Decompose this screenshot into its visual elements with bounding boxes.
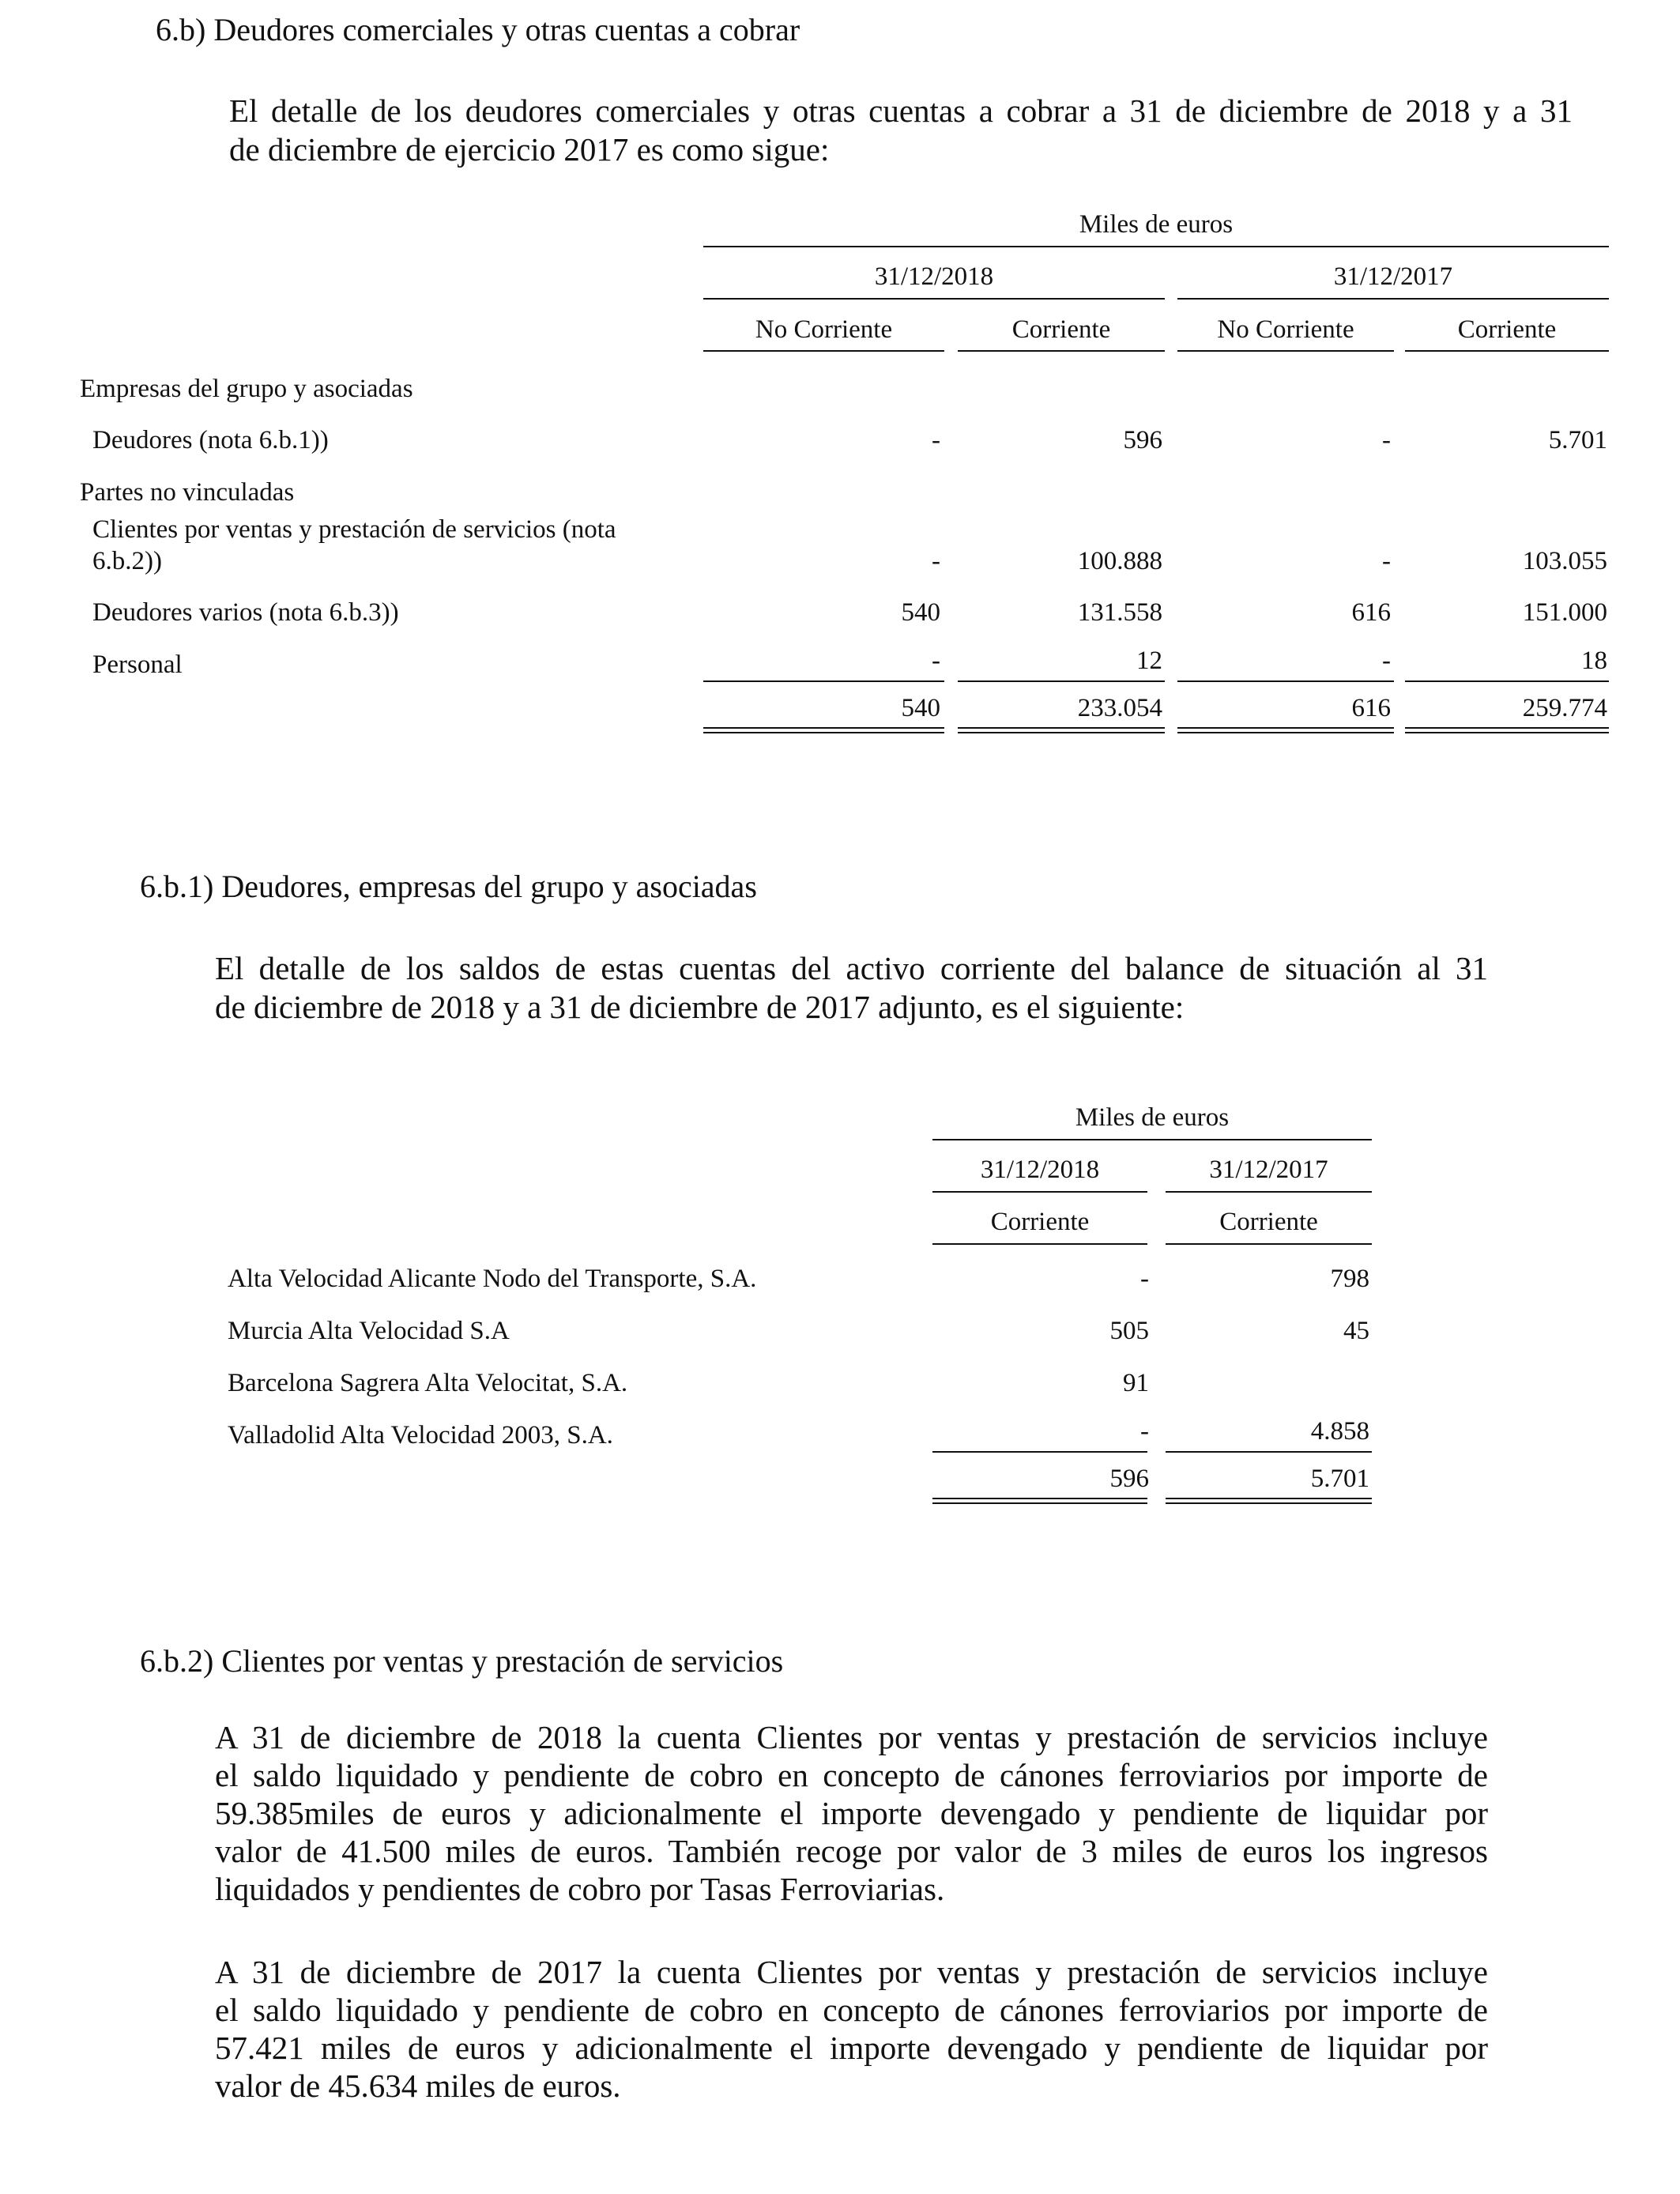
- row-label: Clientes por ventas y prestación de servicios (nota: [92, 515, 616, 544]
- paragraph-line: 59.385miles de euros y adicionalmente el importe devengado y pendiente de liquidar por: [215, 1795, 1488, 1831]
- cell-value: 596: [1123, 426, 1162, 454]
- rule: [1166, 1243, 1372, 1245]
- total-value: 596: [1109, 1465, 1149, 1493]
- double-rule: [1405, 727, 1609, 733]
- paragraph-line: valor de 45.634 miles de euros.: [215, 2068, 621, 2104]
- cell-value: -: [932, 426, 940, 454]
- group-label: Partes no vinculadas: [80, 478, 295, 507]
- row-label: Barcelona Sagrera Alta Velocitat, S.A.: [228, 1369, 628, 1397]
- cell-value: 103.055: [1522, 547, 1607, 575]
- rule: [958, 350, 1165, 352]
- unit-header: Miles de euros: [1075, 1103, 1230, 1132]
- row-label: Deudores (nota 6.b.1)): [92, 426, 329, 454]
- section-6b-heading: 6.b) Deudores comerciales y otras cuentas a cobrar: [156, 12, 800, 47]
- double-rule: [1177, 727, 1394, 733]
- rule: [703, 350, 944, 352]
- cell-value: 91: [1123, 1369, 1149, 1397]
- cell-value: 4.858: [1310, 1417, 1369, 1446]
- rule: [932, 1243, 1147, 1245]
- cell-value: 798: [1330, 1265, 1369, 1293]
- rule: [932, 1191, 1147, 1193]
- section-6b-intro-line1: El detalle de los deudores comerciales y otras cuentas a cobrar a 31 de diciembre de 2018 y a 31: [229, 92, 1573, 129]
- cell-value: -: [932, 647, 940, 675]
- cell-value: 18: [1581, 647, 1607, 675]
- cell-value: -: [932, 547, 940, 575]
- cell-value: 5.701: [1548, 426, 1607, 454]
- rule: [1405, 680, 1609, 682]
- row-label: Deudores varios (nota 6.b.3)): [92, 598, 399, 627]
- col-no-corriente-2018: No Corriente: [755, 315, 893, 344]
- rule: [1166, 1191, 1372, 1193]
- section-6b-intro-line2: de diciembre de ejercicio 2017 es como sigue:: [229, 131, 830, 168]
- paragraph-line: el saldo liquidado y pendiente de cobro en concepto de cánones ferroviarios por importe de: [215, 1757, 1488, 1793]
- double-rule: [932, 1498, 1147, 1504]
- rule: [1177, 350, 1394, 352]
- row-label: Personal: [92, 650, 183, 679]
- cell-value: 12: [1136, 647, 1162, 675]
- rule: [1177, 298, 1609, 300]
- cell-value: -: [1140, 1417, 1149, 1446]
- group-label: Empresas del grupo y asociadas: [80, 375, 413, 403]
- cell-value: 100.888: [1077, 547, 1162, 575]
- col-corriente-2017: Corriente: [1457, 315, 1557, 344]
- double-rule: [1166, 1498, 1372, 1504]
- col-corriente-2017: Corriente: [1219, 1208, 1318, 1236]
- total-value: 616: [1351, 694, 1391, 722]
- total-value: 259.774: [1522, 694, 1607, 722]
- cell-value: -: [1382, 547, 1391, 575]
- row-label: Valladolid Alta Velocidad 2003, S.A.: [228, 1421, 613, 1449]
- paragraph-line: 57.421 miles de euros y adicionalmente el importe devengado y pendiente de liquidar por: [215, 2030, 1488, 2066]
- row-label: 6.b.2)): [92, 547, 162, 575]
- cell-value: -: [1140, 1265, 1149, 1293]
- col-no-corriente-2017: No Corriente: [1217, 315, 1354, 344]
- total-value: 233.054: [1077, 694, 1162, 722]
- double-rule: [958, 727, 1165, 733]
- rule: [932, 1451, 1147, 1453]
- section-6b1-intro-line2: de diciembre de 2018 y a 31 de diciembre de 2017 adjunto, es el siguiente:: [215, 989, 1185, 1025]
- double-rule: [703, 727, 944, 733]
- cell-value: 131.558: [1077, 598, 1162, 627]
- section-6b1-intro-line1: El detalle de los saldos de estas cuentas del activo corriente del balance de situación al 31: [215, 950, 1488, 986]
- period-2017: 31/12/2017: [1209, 1155, 1328, 1184]
- cell-value: -: [1382, 426, 1391, 454]
- row-label: Alta Velocidad Alicante Nodo del Transporte, S.A.: [228, 1265, 757, 1293]
- section-6b2-heading: 6.b.2) Clientes por ventas y prestación de servicios: [140, 1643, 784, 1679]
- section-6b1-heading: 6.b.1) Deudores, empresas del grupo y asociadas: [140, 869, 757, 904]
- rule: [958, 680, 1165, 682]
- rule: [932, 1139, 1372, 1140]
- rule: [703, 680, 944, 682]
- col-corriente-2018: Corriente: [1011, 315, 1111, 344]
- cell-value: -: [1382, 647, 1391, 675]
- paragraph-line: valor de 41.500 miles de euros. También recoge por valor de 3 miles de euros los ingresos: [215, 1833, 1488, 1869]
- cell-value: 505: [1109, 1317, 1149, 1345]
- rule: [703, 298, 1165, 300]
- cell-value: 45: [1343, 1317, 1369, 1345]
- rule: [703, 246, 1609, 247]
- rule: [1166, 1451, 1372, 1453]
- paragraph-line: A 31 de diciembre de 2018 la cuenta Clientes por ventas y prestación de servicios incluye: [215, 1719, 1488, 1755]
- paragraph-line: A 31 de diciembre de 2017 la cuenta Clientes por ventas y prestación de servicios incluye: [215, 1954, 1488, 1990]
- cell-value: 151.000: [1522, 598, 1607, 627]
- row-label: Murcia Alta Velocidad S.A: [228, 1317, 510, 1345]
- col-corriente-2018: Corriente: [990, 1208, 1090, 1236]
- cell-value: 616: [1351, 598, 1391, 627]
- period-2018: 31/12/2018: [874, 262, 994, 291]
- paragraph-line: liquidados y pendientes de cobro por Tasas Ferroviarias.: [215, 1871, 945, 1907]
- rule: [1405, 350, 1609, 352]
- total-value: 540: [901, 694, 940, 722]
- period-2018: 31/12/2018: [980, 1155, 1100, 1184]
- period-2017: 31/12/2017: [1333, 262, 1453, 291]
- paragraph-line: el saldo liquidado y pendiente de cobro en concepto de cánones ferroviarios por importe de: [215, 1992, 1488, 2028]
- unit-header: Miles de euros: [1079, 210, 1234, 239]
- cell-value: 540: [901, 598, 940, 627]
- rule: [1177, 680, 1394, 682]
- total-value: 5.701: [1310, 1465, 1369, 1493]
